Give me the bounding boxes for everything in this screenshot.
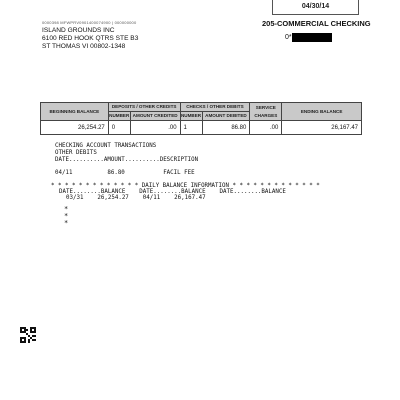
account-number-redaction	[292, 33, 332, 42]
ending-balance-value: 26,167.47	[282, 121, 362, 135]
header-service-charges: SERVICE CHARGES	[250, 103, 282, 121]
daily-balance-title: * * * * * * * * * * * * * DAILY BALANCE INFORMATION * * * * * * * * * * * * *	[51, 183, 320, 189]
mailing-address	[42, 27, 138, 50]
header-deposits-credits: DEPOSITS / OTHER CREDITS	[108, 103, 180, 112]
transaction-row: 04/11 86.80 FACIL FEE	[55, 170, 195, 176]
header-ending-balance: ENDING BALANCE	[282, 103, 362, 121]
qr-code-icon	[20, 327, 36, 343]
reference-line: 0000398 MFWPRV0901400074900 | 000000000	[42, 20, 137, 25]
header-beginning-balance: BEGINNING BALANCE	[41, 103, 109, 121]
account-number-prefix: 0*	[285, 34, 292, 41]
trailing-mark-1: *	[64, 205, 69, 213]
transactions-section: OTHER DEBITS	[55, 150, 97, 156]
daily-balance-columns: DATE........BALANCE DATE........BALANCE DATE........BALANCE	[59, 189, 286, 195]
beginning-balance-value: 26,254.27	[41, 121, 109, 135]
header-amount-credited: AMOUNT CREDITED	[130, 112, 180, 121]
header-checks-debits: CHECKS / OTHER DEBITS	[180, 103, 250, 112]
account-summary-table	[40, 102, 362, 135]
debits-number-value: 1	[180, 121, 202, 135]
account-type: 205-COMMERCIAL CHECKING	[262, 19, 371, 28]
header-debits-number: NUMBER	[180, 112, 202, 121]
header-amount-debited: AMOUNT DEBITED	[202, 112, 250, 121]
address-line-1: 6100 RED HOOK QTRS STE B3	[42, 34, 139, 42]
service-charges-value: .00	[250, 121, 282, 135]
trailing-mark-2: *	[64, 212, 69, 220]
statement-date: 04/30/14	[272, 0, 359, 15]
summary-values-row	[41, 121, 362, 135]
transactions-columns: DATE..........AMOUNT..........DESCRIPTION	[55, 157, 199, 163]
customer-name: ISLAND GROUNDS INC	[42, 27, 115, 34]
credits-number-value: 0	[108, 121, 130, 135]
daily-balance-row: 03/31 26,254.27 04/11 26,167.47	[59, 195, 206, 201]
transactions-title: CHECKING ACCOUNT TRANSACTIONS	[55, 143, 157, 149]
address-line-2: ST THOMAS VI 00802-1348	[42, 42, 126, 50]
amount-debited-value: 86.80	[202, 121, 250, 135]
header-credits-number: NUMBER	[108, 112, 130, 121]
amount-credited-value: .00	[130, 121, 180, 135]
trailing-mark-3: *	[64, 219, 69, 227]
